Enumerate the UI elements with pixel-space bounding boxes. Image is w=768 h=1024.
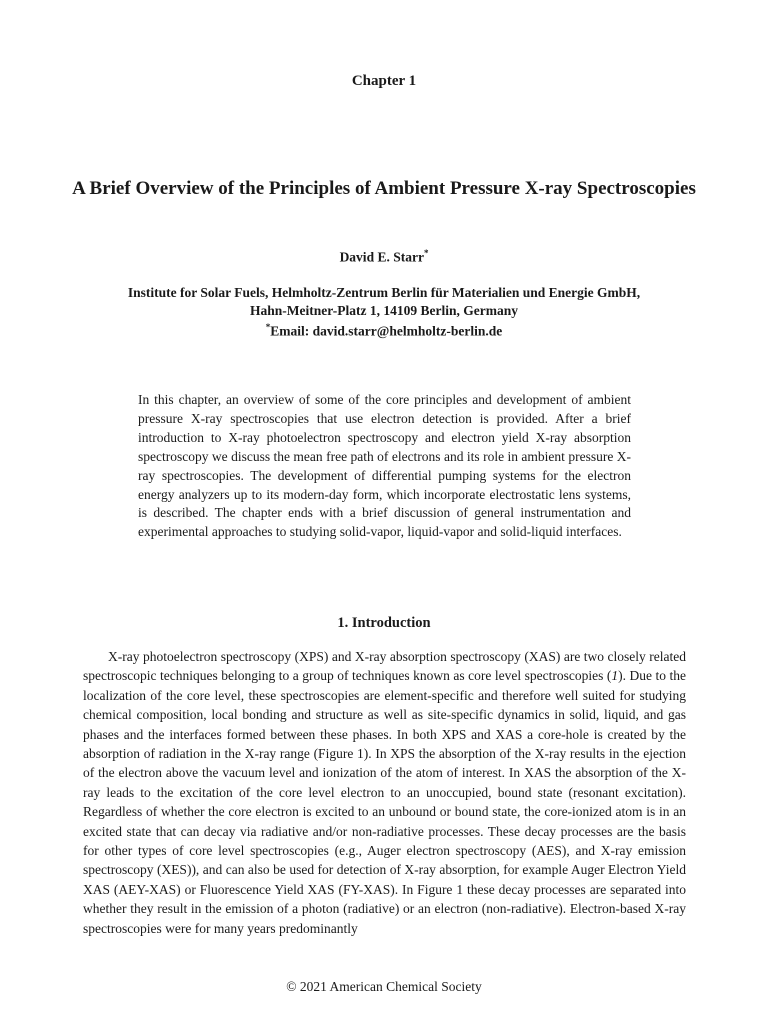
abstract: In this chapter, an overview of some of the core principles and development of ambient pressure X-ray spectroscopies that use electron detection is provided. After a brief introduction to X-ray photoelectron spectroscopy and electron yield X-ray absorption spectroscopy we discuss the mean free path of electrons and its role in ambient pressure X-ray spectroscopies. The development of differential pumping systems for the electron energy analyzers up to its modern-day form, which incorporate electrostatic lens systems, is described. The chapter ends with a brief discussion of general instrumentation and experimental approaches to studying solid-vapor, liquid-vapor and solid-liquid interfaces. [138, 392, 631, 540]
affiliation-line-1: Institute for Solar Fuels, Helmholtz-Zentrum Berlin für Materialien und Energie GmbH, [127, 285, 641, 300]
author-name: David E. Starr [339, 249, 424, 265]
chapter-label: Chapter 1 [351, 73, 417, 89]
email-text: Email: david.starr@helmholtz-berlin.de [270, 323, 503, 339]
copyright-footer: © 2021 American Chemical Society [286, 979, 482, 994]
chapter-title: A Brief Overview of the Principles of Ambient Pressure X-ray Spectroscopies [72, 178, 696, 199]
paragraph-part-2: ). Due to the localization of the core level, these spectroscopies are element-specific and therefore well suited for studying chemical composition, local bonding and structure as well as site-specific dynamics in solid, liquid, and gas phases and the interfaces formed between these phases. In both XPS and XAS a core-hole is created by the absorption of radiation in the X-ray range (Figure 1). In XPS the absorption of the X-ray results in the ejection of the electron above the vacuum level and ionization of the atom of interest. In XAS the absorption of the X-ray leads to the excitation of the core level electron to an unoccupied, bound state (resonant excitation). Regardless of whether the core electron is excited to an unbound or bound state, the core-ionized atom is in an excited state that can decay via radiative and/or non-radiative processes. These decay processes are the basis for other types of core level spectroscopies (e.g., Auger electron spectroscopy (AES), and X-ray emission spectroscopy (XES)), and can also be used for detection of X-ray absorption, for example Auger Electron Yield XAS (AEY-XAS) or Fluorescence Yield XAS (FY-XAS). In Figure 1 these decay processes are separated into whether they result in the emission of a photon (radiative) or an electron (non-radiative). Electron-based X-ray spectroscopies were for many years predominantly [83, 668, 687, 936]
paragraph-part-1: X-ray photoelectron spectroscopy (XPS) and X-ray absorption spectroscopy (XAS) are two closely related spectroscopic techniques belonging to a group of techniques known as core level spectroscopies ( [83, 649, 686, 684]
reference-number: 1 [611, 668, 619, 684]
section-heading: 1. Introduction [337, 615, 431, 631]
author-line [0, 248, 768, 266]
email-line [0, 322, 768, 340]
affiliation [60, 284, 708, 320]
email-mark: * [265, 322, 271, 332]
body-paragraph [83, 647, 686, 938]
author-mark: * [423, 248, 429, 258]
affiliation-line-2: Hahn-Meitner-Platz 1, 14109 Berlin, Germany [250, 303, 518, 318]
